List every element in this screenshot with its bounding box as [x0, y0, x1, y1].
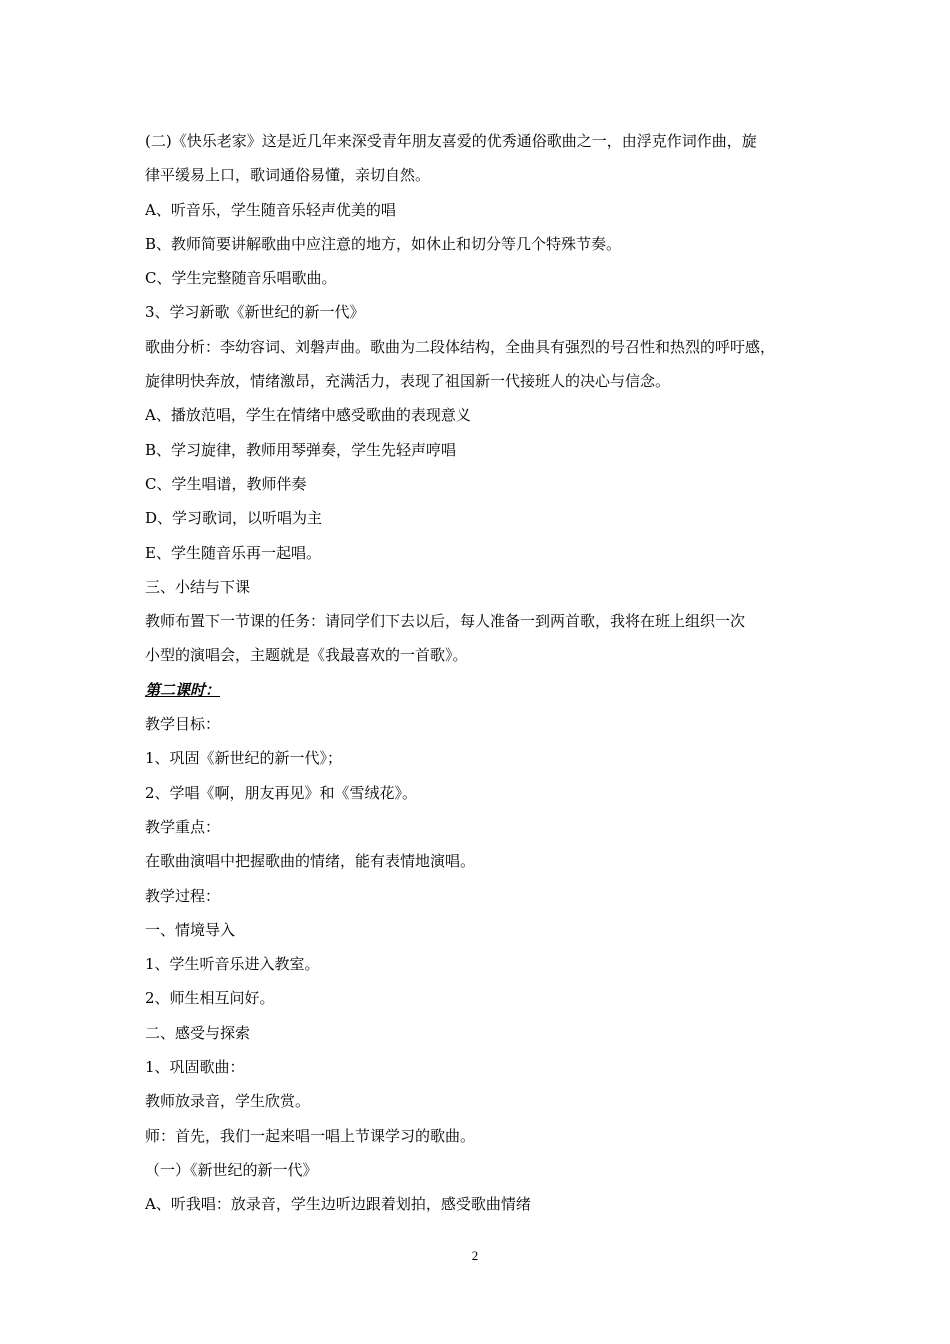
paragraph-line: 3、学习新歌《新世纪的新一代》	[145, 303, 365, 322]
paragraph-line: 教师放录音，学生欣赏。	[145, 1092, 311, 1111]
paragraph-line: A、听音乐，学生随音乐轻声优美的唱	[145, 200, 396, 219]
paragraph-line: (二)《快乐老家》这是近几年来深受青年朋友喜爱的优秀通俗歌曲之一，由浮克作词作曲，旋	[145, 132, 757, 150]
paragraph-line: 小型的演唱会，主题就是《我最喜欢的一首歌》。	[145, 646, 468, 665]
paragraph-line: 歌曲分析：李幼容词、刘磐声曲。歌曲为二段体结构，全曲具有强烈的号召性和热烈的呼吁感，	[145, 337, 776, 356]
paragraph-line: 旋律明快奔放，情绪激昂，充满活力，表现了祖国新一代接班人的决心与信念。	[145, 372, 671, 391]
section-heading	[145, 673, 813, 707]
paragraph-line: E、学生随音乐再一起唱。	[145, 543, 321, 562]
paragraph-line: 1、学生听音乐进入教室。	[145, 955, 320, 974]
paragraph-line: A、播放范唱，学生在情绪中感受歌曲的表现意义	[145, 406, 471, 425]
section-heading-text: 第二课时：	[145, 680, 221, 699]
paragraph-line: 2、学唱《啊，朋友再见》和《雪绒花》。	[145, 783, 418, 802]
paragraph-line: A、听我唱：放录音，学生边听边跟着划拍，感受歌曲情绪	[145, 1195, 531, 1214]
paragraph-line: 1、巩固歌曲：	[145, 1058, 245, 1077]
paragraph-line: C、学生完整随音乐唱歌曲。	[145, 269, 337, 288]
paragraph-line: 一、情境导入	[145, 920, 236, 939]
paragraph-line: 教学目标：	[145, 715, 221, 734]
paragraph-line: B、教师简要讲解歌曲中应注意的地方，如休止和切分等几个特殊节奏。	[145, 234, 622, 253]
paragraph-line: D、学习歌词，以听唱为主	[145, 509, 323, 528]
paragraph-line: 二、感受与探索	[145, 1023, 251, 1042]
document-body	[145, 124, 813, 1222]
paragraph-line: 在歌曲演唱中把握歌曲的情绪，能有表情地演唱。	[145, 852, 476, 871]
paragraph-line: 2、师生相互问好。	[145, 989, 275, 1008]
paragraph-line: 教师布置下一节课的任务：请同学们下去以后，每人准备一到两首歌，我将在班上组织一次	[145, 612, 746, 631]
paragraph-line: B、学习旋律，教师用琴弹奏，学生先轻声哼唱	[145, 440, 457, 459]
paragraph-line: 教学过程：	[145, 886, 221, 905]
paragraph-line: 师：首先，我们一起来唱一唱上节课学习的歌曲。	[145, 1126, 476, 1145]
paragraph-line: 教学重点：	[145, 817, 221, 836]
paragraph-line: （一）《新世纪的新一代》	[145, 1160, 318, 1179]
paragraph-line: C、学生唱谱，教师伴奏	[145, 474, 307, 493]
paragraph-line: 三、小结与下课	[145, 577, 251, 596]
paragraph-line: 律平缓易上口，歌词通俗易懂，亲切自然。	[145, 166, 431, 185]
paragraph-line: 1、巩固《新世纪的新一代》；	[145, 749, 343, 768]
page-number: 2	[471, 1248, 479, 1263]
